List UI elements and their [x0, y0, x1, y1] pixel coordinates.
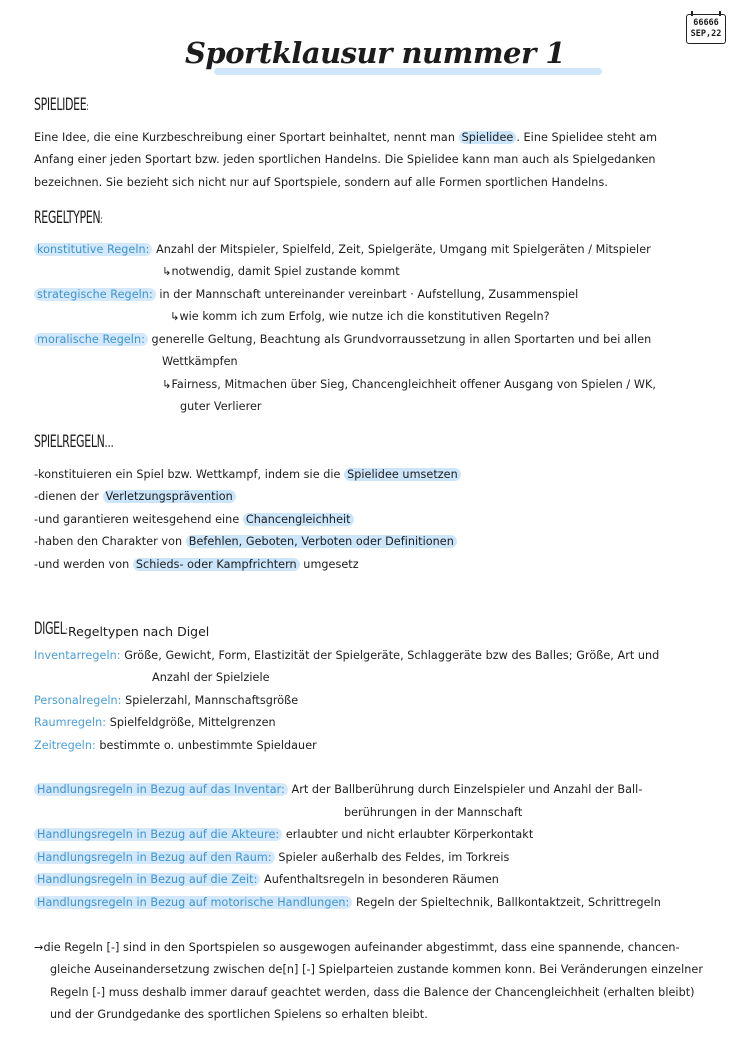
spielidee-line-1-c: . Eine Spielidee steht am [516, 131, 658, 144]
digel-raumregeln-text: Spielfeldgröße, Mittelgrenzen [109, 716, 276, 729]
regeltyp-moralisch-sub-2: guter Verlierer [180, 400, 262, 413]
digel-personalregeln-label: Personalregeln: [34, 694, 122, 707]
regeltyp-konstitutiv-text: Anzahl der Mitspieler, Spielfeld, Zeit, Spielgeräte, Umgang mit Spielgeräten / Mitspieler [156, 243, 651, 256]
spielregeln-item-2 [34, 486, 236, 509]
page-title: Sportklausur nummer 1 [184, 36, 566, 70]
heading-spielidee-text: SPIELIDEE [34, 95, 87, 115]
conclusion-line-2: gleiche Auseinandersetzung zwischen de[n] [-] Spielparteien zustande kommen konn. Bei Veränderungen einzelner [50, 963, 703, 976]
handlungsregeln-zeit [34, 869, 499, 892]
handlungsregeln-inventar-text2: berührungen in der Mannschaft [344, 806, 523, 819]
regeltyp-konstitutiv-sub-text: notwendig, damit Spiel zustande kommt [171, 265, 400, 278]
digel-zeitregeln-text: bestimmte o. unbestimmte Spieldauer [99, 739, 317, 752]
digel-inventarregeln-text2: Anzahl der Spielziele [152, 671, 270, 684]
spielidee-line-2: Anfang einer jeden Sportart bzw. jeden sportlichen Handelns. Die Spielidee kann man auch als Spielgedanken [34, 153, 656, 166]
regeltyp-moralisch-text: generelle Geltung, Beachtung als Grundvorraussetzung in allen Sportarten und bei allen [151, 333, 652, 346]
regeltyp-moralisch-text2: Wettkämpfen [162, 355, 238, 368]
conclusion-line-3: Regeln [-] muss deshalb immer darauf geachtet werden, dass die Balence der Chancengleichheit (erhalten bleibt) [50, 986, 695, 999]
spielregeln-item-5 [34, 554, 359, 577]
regeltyp-strategisch-text: in der Mannschaft untereinander vereinbart · Aufstellung, Zusammenspiel [159, 288, 579, 301]
spielregeln-item-5-c: umgesetz [299, 558, 359, 571]
handlungsregeln-inventar-text: Art der Ballberührung durch Einzelspieler und Anzahl der Ball- [291, 783, 643, 796]
heading-digel-text: DIGEL [34, 619, 66, 639]
handlungsregeln-akteure [34, 824, 533, 847]
spielregeln-item-4-a: -haben den Charakter von [34, 535, 186, 548]
conclusion-line-1 [34, 937, 680, 960]
spielregeln-item-1-highlight: Spielidee umsetzen [344, 468, 461, 481]
handlungsregeln-raum-label: Handlungsregeln in Bezug auf den Raum: [34, 851, 275, 864]
spielidee-line-1-a: Eine Idee, die eine Kurzbeschreibung einer Sportart beinhaltet, nennt man [34, 131, 459, 144]
regeltyp-strategisch-label: strategische Regeln: [34, 288, 156, 301]
digel-raumregeln-label: Raumregeln: [34, 716, 107, 729]
regeltyp-strategisch-sub-text: wie komm ich zum Erfolg, wie nutze ich die konstitutiven Regeln? [179, 310, 550, 323]
spielregeln-item-5-highlight: Schieds- oder Kampfrichtern [133, 558, 300, 571]
spielregeln-item-5-a: -und werden von [34, 558, 133, 571]
handlungsregeln-inventar-label: Handlungsregeln in Bezug auf das Inventar: [34, 783, 288, 796]
regeltyp-moralisch-sub-1 [162, 374, 656, 397]
spielidee-line-1 [34, 127, 657, 150]
heading-spielregeln [34, 432, 114, 452]
spielregeln-item-3-highlight: Chancengleichheit [243, 513, 354, 526]
handlungsregeln-motorisch [34, 892, 661, 915]
heading-spielidee-suffix: : [86, 100, 89, 113]
hook-arrow-icon: ↳ [162, 378, 172, 391]
hook-arrow-icon: ↳ [170, 310, 180, 323]
spielidee-line-3: bezeichnen. Sie bezieht sich nicht nur auf Sportspiele, sondern auf alle Formen sportlichen Handelns. [34, 176, 608, 189]
regeltyp-moralisch-sub-text-1: Fairness, Mitmachen über Sieg, Chancengleichheit offener Ausgang von Spielen / WK, [171, 378, 656, 391]
date-stamp-line1: 66666 [693, 18, 719, 28]
spielregeln-item-1 [34, 464, 461, 487]
regeltyp-konstitutiv-label: konstitutive Regeln: [34, 243, 152, 256]
handlungsregeln-akteure-text: erlaubter und nicht erlaubter Körperkontakt [285, 828, 534, 841]
digel-inventarregeln-label: Inventarregeln: [34, 649, 121, 662]
handlungsregeln-motorisch-text: Regeln der Spieltechnik, Ballkontaktzeit, Schrittregeln [355, 896, 661, 909]
date-stamp-line2: SEP,22 [690, 29, 722, 39]
digel-zeitregeln [34, 735, 317, 758]
spielregeln-item-2-a: -dienen der [34, 490, 103, 503]
spielregeln-item-3 [34, 509, 354, 532]
heading-spielidee [34, 95, 89, 115]
handlungsregeln-raum-text: Spieler außerhalb des Feldes, im Torkreis [278, 851, 510, 864]
regeltyp-konstitutiv-sub [162, 261, 400, 284]
hook-arrow-icon: ↳ [162, 265, 172, 278]
digel-inventarregeln [34, 645, 659, 668]
handlungsregeln-zeit-label: Handlungsregeln in Bezug auf die Zeit: [34, 873, 260, 886]
handlungsregeln-motorisch-label: Handlungsregeln in Bezug auf motorische Handlungen: [34, 896, 352, 909]
digel-subtitle: Regeltypen nach Digel [68, 624, 210, 639]
heading-regeltypen-text: REGELTYPEN [34, 208, 101, 228]
handlungsregeln-inventar [34, 779, 642, 802]
conclusion-line-4: und der Grundgedanke des sportlichen Spielens so erhalten bleibt. [50, 1008, 428, 1021]
spielregeln-item-3-a: -und garantieren weitesgehend eine [34, 513, 243, 526]
digel-inventarregeln-text: Größe, Gewicht, Form, Elastizität der Spielgeräte, Schlaggeräte bzw des Balles; Größe, Art und [124, 649, 660, 662]
heading-regeltypen-suffix: : [100, 213, 103, 226]
digel-personalregeln [34, 690, 298, 713]
spielregeln-item-2-highlight: Verletzungsprävention [103, 490, 236, 503]
regeltyp-strategisch-sub [170, 306, 550, 329]
digel-personalregeln-text: Spielerzahl, Mannschaftsgröße [125, 694, 299, 707]
heading-spielregeln-suffix: ... [104, 433, 114, 451]
handlungsregeln-raum [34, 847, 509, 870]
heading-regeltypen [34, 208, 103, 228]
spielregeln-item-1-a: -konstituieren ein Spiel bzw. Wettkampf, indem sie die [34, 468, 345, 481]
regeltyp-konstitutiv [34, 239, 651, 262]
handlungsregeln-akteure-label: Handlungsregeln in Bezug auf die Akteure: [34, 828, 282, 841]
regeltyp-strategisch [34, 284, 578, 307]
regeltyp-moralisch-label: moralische Regeln: [34, 333, 148, 346]
digel-zeitregeln-label: Zeitregeln: [34, 739, 96, 752]
conclusion-line-1-text: die Regeln [-] sind in den Sportspielen so ausgewogen aufeinander abgestimmt, dass eine spannende, chancen- [43, 941, 680, 954]
heading-digel-suffix: : [65, 624, 68, 637]
regeltyp-moralisch [34, 329, 651, 352]
handlungsregeln-zeit-text: Aufenthaltsregeln in besonderen Räumen [264, 873, 499, 886]
right-arrow-icon: → [34, 941, 44, 954]
spielregeln-item-4-highlight: Befehlen, Geboten, Verboten oder Definitionen [186, 535, 457, 548]
spielidee-term-highlight: Spielidee [459, 131, 517, 144]
heading-digel [34, 619, 68, 639]
spielregeln-item-4 [34, 531, 457, 554]
heading-spielregeln-text: SPIELREGELN [34, 432, 105, 452]
digel-raumregeln [34, 712, 276, 735]
